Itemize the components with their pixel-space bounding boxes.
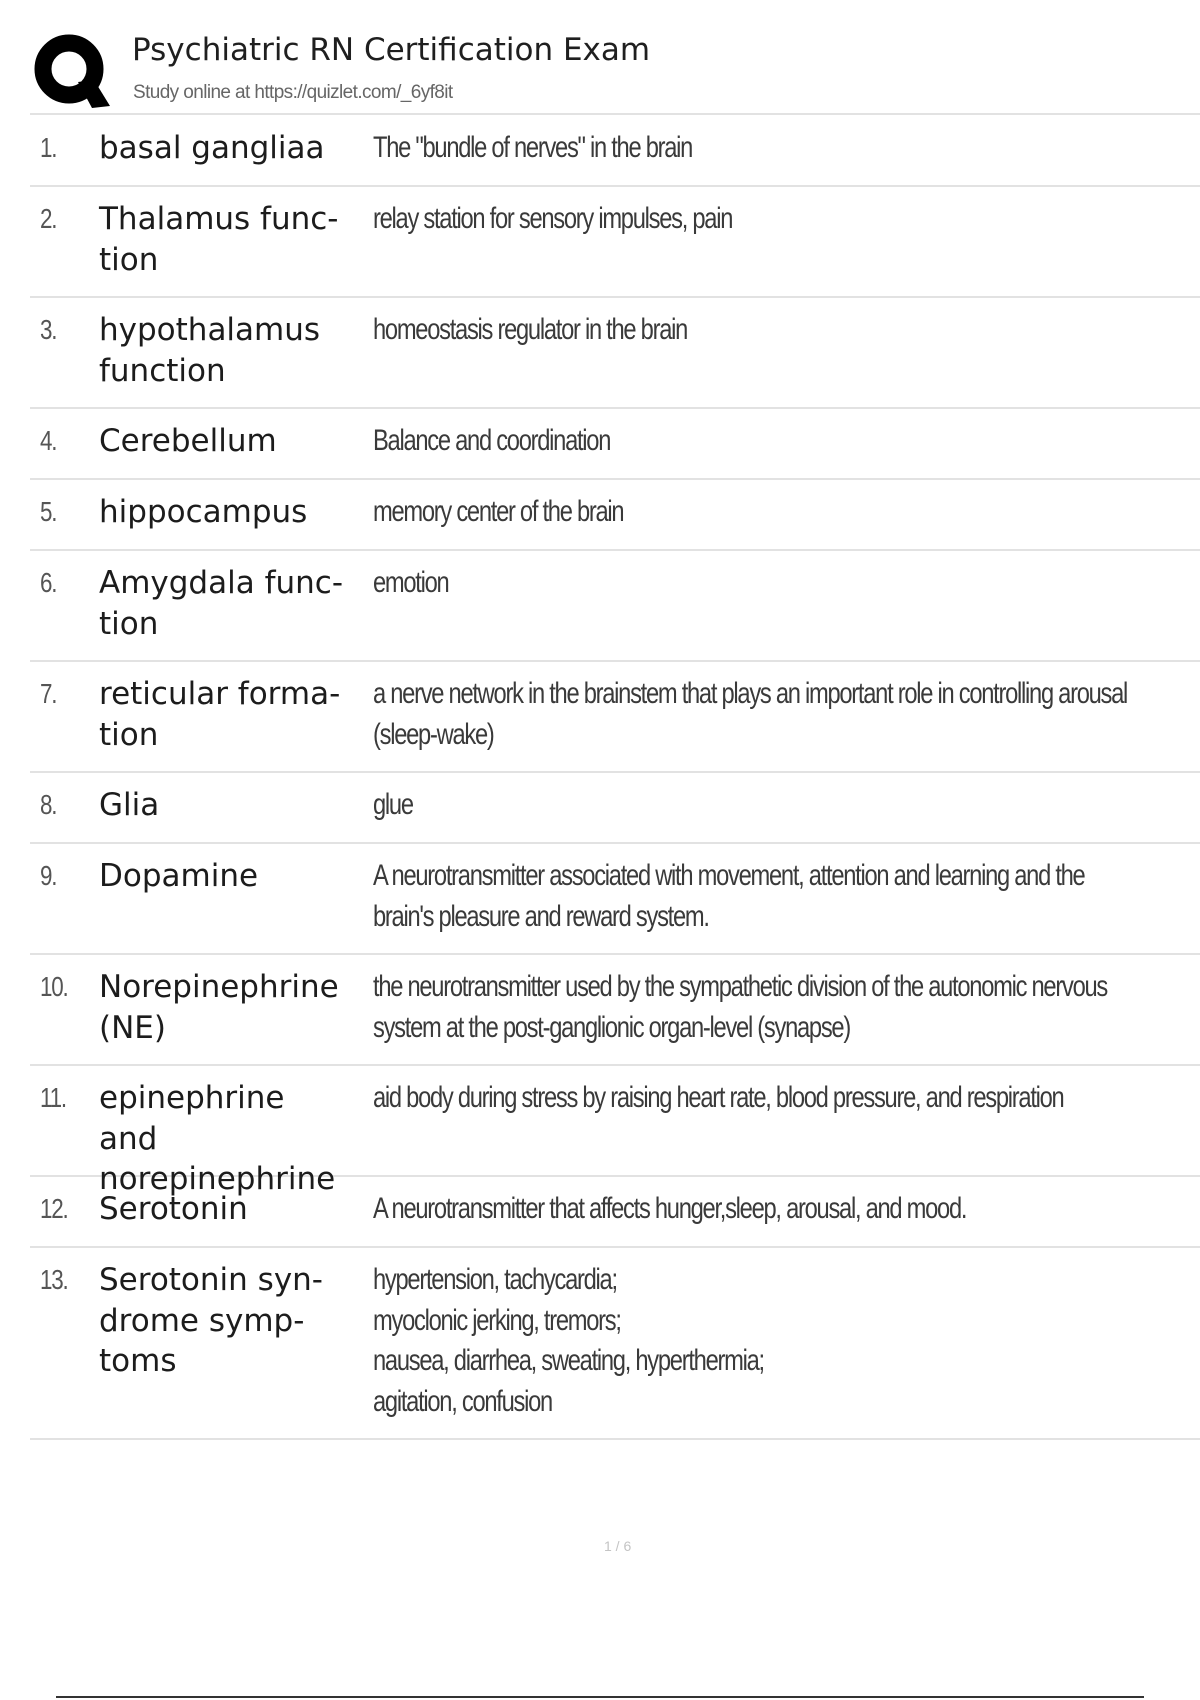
term-text	[99, 421, 349, 462]
row-number: 9.	[40, 860, 57, 891]
definition-line: hypertension, tachycardia;	[373, 1263, 617, 1296]
row-number: 11.	[40, 1082, 66, 1113]
term-line: Serotonin syn-	[99, 1262, 323, 1298]
definition-line: myoclonic jerking, tremors;	[373, 1303, 621, 1337]
table-row	[30, 551, 1200, 662]
definition-text	[373, 421, 1131, 462]
term-text	[99, 674, 349, 755]
definition-line: aid body during stress by raising heart rate, blood pressure, and respiration	[373, 1081, 1064, 1114]
row-number: 1.	[40, 132, 57, 163]
quizlet-logo-icon	[32, 32, 112, 112]
definition-line: A neurotransmitter associated with movement, attention and learning and the	[373, 859, 1085, 892]
definition-line: glue	[373, 788, 413, 821]
definition-line: homeostasis regulator in the brain	[373, 313, 688, 346]
table-row	[30, 116, 1200, 187]
table-row	[30, 480, 1200, 551]
term-text	[99, 967, 349, 1048]
term-line: drome symp-	[99, 1302, 305, 1339]
page-number: 1 / 6	[604, 1538, 632, 1554]
table-row	[30, 1177, 1200, 1248]
table-row	[30, 409, 1200, 480]
definition-line: relay station for sensory impulses, pain	[373, 202, 733, 235]
term-line: function	[99, 352, 226, 389]
term-line: tion	[99, 605, 159, 642]
definition-text	[373, 492, 1131, 533]
definition-line: (sleep-wake)	[373, 717, 494, 751]
row-number: 13.	[40, 1264, 68, 1295]
definition-text	[373, 1189, 1131, 1230]
term-text	[99, 492, 349, 533]
study-online-url[interactable]: Study online at https://quizlet.com/_6yf8it	[133, 82, 453, 103]
definition-text	[373, 310, 1131, 351]
definition-line: the neurotransmitter used by the sympathetic division of the autonomic nervous	[373, 970, 1107, 1003]
definition-line: memory center of the brain	[373, 495, 624, 528]
table-row	[30, 955, 1200, 1066]
term-text	[99, 310, 349, 391]
term-text	[99, 128, 349, 169]
definition-line: a nerve network in the brainstem that plays an important role in controlling arousal	[373, 677, 1128, 710]
definition-text	[373, 674, 1131, 755]
table-row	[30, 1248, 1200, 1440]
page-title: Psychiatric RN Certification Exam	[132, 32, 651, 68]
term-line: Thalamus func-	[99, 201, 339, 237]
table-row	[30, 1066, 1200, 1197]
page-header	[30, 30, 1200, 115]
term-text	[99, 856, 349, 897]
definition-line: brain's pleasure and reward system.	[373, 899, 709, 933]
term-line: reticular forma-	[99, 676, 341, 712]
row-number: 7.	[40, 678, 57, 709]
row-number: 3.	[40, 314, 57, 345]
footer-divider	[56, 1696, 1144, 1698]
row-number: 6.	[40, 567, 57, 598]
table-row	[30, 662, 1200, 773]
definition-text	[373, 199, 1131, 240]
table-row	[30, 773, 1200, 844]
term-line: hypothalamus	[99, 312, 321, 348]
term-line: hippocampus	[99, 494, 308, 530]
term-text	[99, 1260, 349, 1382]
term-line: tion	[99, 716, 159, 753]
definition-line: system at the post-ganglionic organ-level (synapse)	[373, 1010, 850, 1044]
term-line: epinephrine and	[99, 1080, 285, 1157]
row-number: 2.	[40, 203, 57, 234]
definition-text	[373, 785, 1131, 826]
definition-text	[373, 563, 1131, 604]
row-number: 4.	[40, 425, 57, 456]
term-line: Glia	[99, 787, 160, 823]
definition-text	[373, 856, 1131, 937]
definition-text	[373, 128, 1131, 169]
definition-line: agitation, confusion	[373, 1384, 552, 1418]
definition-line: emotion	[373, 566, 449, 599]
term-text	[99, 563, 349, 644]
term-line: tion	[99, 241, 159, 278]
definition-text	[373, 967, 1131, 1048]
term-text	[99, 1189, 349, 1230]
definition-text	[373, 1260, 1131, 1422]
term-line: (NE)	[99, 1009, 166, 1046]
row-number: 10.	[40, 971, 68, 1002]
term-text	[99, 785, 349, 826]
term-line: basal gangliaa	[99, 130, 325, 166]
term-line: Amygdala func-	[99, 565, 344, 601]
term-line: toms	[99, 1343, 177, 1379]
row-number: 5.	[40, 496, 57, 527]
definition-text	[373, 1078, 1131, 1119]
row-number: 12.	[40, 1193, 68, 1224]
definition-line: The "bundle of nerves" in the brain	[373, 131, 693, 164]
term-line: Norepinephrine	[99, 969, 339, 1005]
flashcard-term-table	[30, 116, 1200, 1440]
table-row	[30, 844, 1200, 955]
term-line: Dopamine	[99, 858, 259, 894]
table-row	[30, 187, 1200, 298]
term-line: norepinephrine	[99, 1161, 336, 1197]
term-line: Cerebellum	[99, 423, 277, 459]
term-line: Serotonin	[99, 1191, 248, 1227]
table-row	[30, 298, 1200, 409]
term-text	[99, 199, 349, 280]
definition-line: Balance and coordination	[373, 424, 611, 457]
row-number: 8.	[40, 789, 57, 820]
definition-line: A neurotransmitter that affects hunger,sleep, arousal, and mood.	[373, 1192, 967, 1225]
definition-line: nausea, diarrhea, sweating, hyperthermia;	[373, 1344, 764, 1377]
